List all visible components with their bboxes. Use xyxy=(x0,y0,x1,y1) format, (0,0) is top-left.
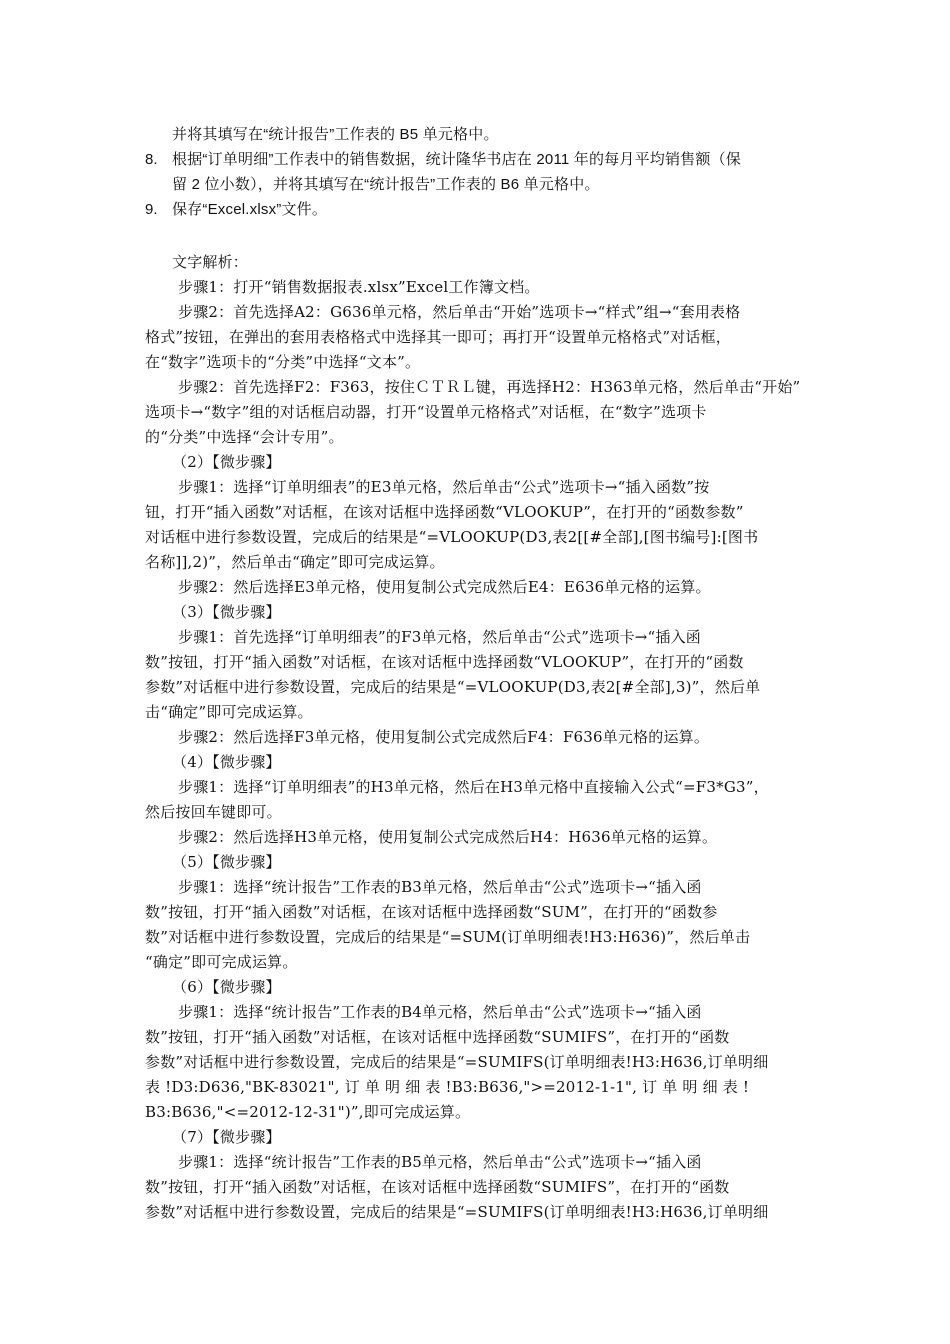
s2-step1-line1: 步骤1：选择“订单明细表”的E3单元格，然后单击“公式”选项卡→“插入函数”按 xyxy=(178,478,710,496)
s1-step2-line2: 格式”按钮，在弹出的套用表格格式中选择其一即可；再打开“设置单元格格式”对话框， xyxy=(145,328,732,346)
list-item-9-number: 9. xyxy=(145,201,158,218)
list-item-8-line-1: 根据“订单明细”工作表中的销售数据，统计隆华书店在 2011 年的每月平均销售额（保 xyxy=(172,151,741,168)
s6-step1-line4: 表 !D3:D636,"BK-83021", 订 单 明 细 表 !B3:B636,">=2012-1-1", 订 单 明 细 表 ! xyxy=(145,1078,750,1096)
s5-title: （5）【微步骤】 xyxy=(172,853,281,871)
s2-step1-line2: 钮，打开“插入函数”对话框，在该对话框中选择函数“VLOOKUP”，在打开的“函数参数” xyxy=(145,503,744,521)
s5-step1-line1: 步骤1：选择“统计报告”工作表的B3单元格，然后单击“公式”选项卡→“插入函 xyxy=(178,878,702,896)
s1-step3-line2: 选项卡→“数字”组的对话框启动器，打开“设置单元格格式”对话框，在“数字”选项卡 xyxy=(145,403,707,421)
analysis-heading: 文字解析： xyxy=(172,253,249,271)
s3-title: （3）【微步骤】 xyxy=(172,603,281,621)
list-item-9-line-1: 保存“Excel.xlsx”文件。 xyxy=(172,201,328,218)
s3-step1-line2: 数”按钮，打开“插入函数”对话框，在该对话框中选择函数“VLOOKUP”，在打开的“函数 xyxy=(145,653,744,671)
s1-step1: 步骤1：打开“销售数据报表.xlsx”Excel工作簿文档。 xyxy=(178,278,540,296)
list-continuation-line: 并将其填写在“统计报告”工作表的 B5 单元格中。 xyxy=(172,126,499,143)
s7-step1-line1: 步骤1：选择“统计报告”工作表的B5单元格，然后单击“公式”选项卡→“插入函 xyxy=(178,1153,702,1171)
s7-step1-line2: 数”按钮，打开“插入函数”对话框，在该对话框中选择函数“SUMIFS”，在打开的“函数 xyxy=(145,1178,730,1196)
s2-step1-line4: 名称]],2)”，然后单击“确定”即可完成运算。 xyxy=(145,553,445,571)
s6-step1-line3: 参数”对话框中进行参数设置，完成后的结果是“=SUMIFS(订单明细表!H3:H636,订单明细 xyxy=(145,1053,769,1071)
s4-step1-line2: 然后按回车键即可。 xyxy=(145,803,282,821)
s7-title: （7）【微步骤】 xyxy=(172,1128,281,1146)
s7-step1-line3: 参数”对话框中进行参数设置，完成后的结果是“=SUMIFS(订单明细表!H3:H636,订单明细 xyxy=(145,1203,769,1221)
s2-step2: 步骤2：然后选择E3单元格，使用复制公式完成然后E4：E636单元格的运算。 xyxy=(178,578,711,596)
s1-step3-line1: 步骤2：首先选择F2：F363，按住ＣＴＲＬ键，再选择H2：H363单元格，然后单击“开始” xyxy=(178,378,801,396)
s1-step2-line1: 步骤2：首先选择A2：G636单元格，然后单击“开始”选项卡→“样式”组→“套用表格 xyxy=(178,303,741,321)
s3-step1-line1: 步骤1：首先选择“订单明细表”的F3单元格，然后单击“公式”选项卡→“插入函 xyxy=(178,628,702,646)
s6-step1-line1: 步骤1：选择“统计报告”工作表的B4单元格，然后单击“公式”选项卡→“插入函 xyxy=(178,1003,702,1021)
s3-step2: 步骤2：然后选择F3单元格，使用复制公式完成然后F4：F636单元格的运算。 xyxy=(178,728,710,746)
s4-step1-line1: 步骤1：选择“订单明细表”的H3单元格，然后在H3单元格中直接输入公式“=F3*G3”， xyxy=(178,778,769,796)
s4-step2: 步骤2：然后选择H3单元格，使用复制公式完成然后H4：H636单元格的运算。 xyxy=(178,828,718,846)
s6-step1-line5: B3:B636,"<=2012-12-31")”,即可完成运算。 xyxy=(145,1103,471,1121)
list-item-8-number: 8. xyxy=(145,151,158,168)
s6-title: （6）【微步骤】 xyxy=(172,978,281,996)
s3-step1-line3: 参数”对话框中进行参数设置，完成后的结果是“=VLOOKUP(D3,表2[#全部],3)”，然后单 xyxy=(145,678,761,696)
s4-title: （4）【微步骤】 xyxy=(172,753,281,771)
list-item-8-line-2: 留 2 位小数），并将其填写在“统计报告”工作表的 B6 单元格中。 xyxy=(172,176,600,193)
s5-step1-line4: “确定”即可完成运算。 xyxy=(145,953,298,971)
s3-step1-line4: 击“确定”即可完成运算。 xyxy=(145,703,313,721)
s2-step1-line3: 对话框中进行参数设置，完成后的结果是“=VLOOKUP(D3,表2[[#全部],[图书编号]:[图书 xyxy=(145,528,759,546)
s5-step1-line2: 数”按钮，打开“插入函数”对话框，在该对话框中选择函数“SUM”，在打开的“函数参 xyxy=(145,903,718,921)
s1-step3-line3: 的“分类”中选择“会计专用”。 xyxy=(145,428,344,446)
s5-step1-line3: 数”对话框中进行参数设置，完成后的结果是“=SUM(订单明细表!H3:H636)”，然后单击 xyxy=(145,928,751,946)
s2-title: （2）【微步骤】 xyxy=(172,453,281,471)
s6-step1-line2: 数”按钮，打开“插入函数”对话框，在该对话框中选择函数“SUMIFS”，在打开的“函数 xyxy=(145,1028,730,1046)
s1-step2-line3: 在“数字”选项卡的“分类”中选择“文本”。 xyxy=(145,353,421,371)
